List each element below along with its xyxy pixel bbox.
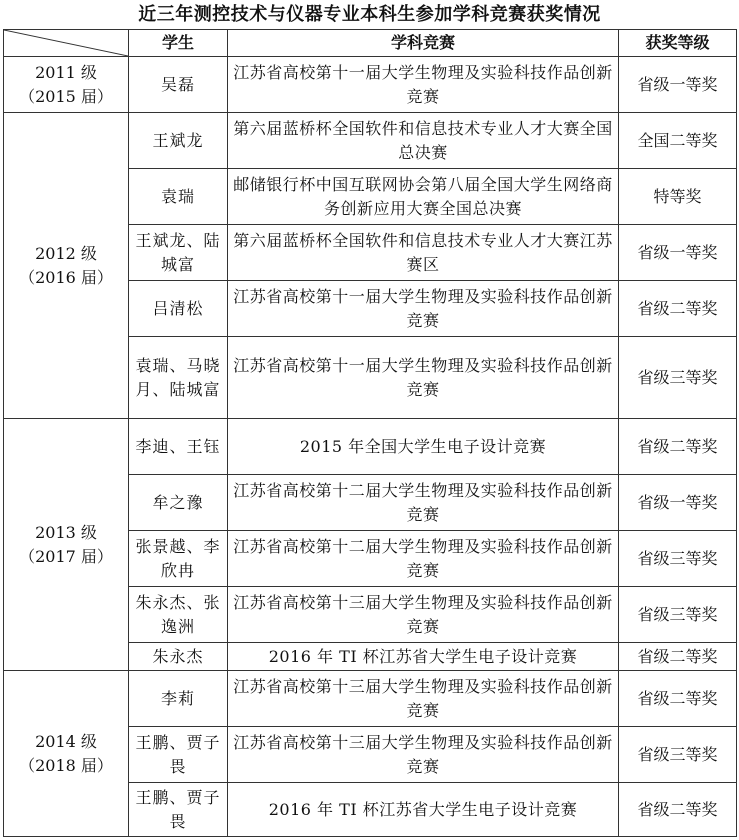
competition-cell: 邮储银行杯中国互联网协会第八届全国大学生网络商务创新应用大赛全国总决赛 — [228, 169, 619, 225]
table-row — [4, 419, 737, 475]
header-row — [4, 30, 737, 57]
competition-cell: 江苏省高校第十三届大学生物理及实验科技作品创新竞赛 — [228, 671, 619, 727]
header-student: 学生 — [129, 30, 228, 57]
award-cell: 省级二等奖 — [619, 671, 737, 727]
grade-label: 2013 级 — [35, 522, 97, 542]
header-competition: 学科竞赛 — [228, 30, 619, 57]
grade-cell — [4, 419, 129, 671]
award-cell: 省级三等奖 — [619, 531, 737, 587]
award-cell: 省级一等奖 — [619, 475, 737, 531]
cohort-label: （2015 届） — [19, 86, 113, 106]
award-cell: 全国二等奖 — [619, 113, 737, 169]
competition-cell: 江苏省高校第十一届大学生物理及实验科技作品创新竞赛 — [228, 57, 619, 113]
student-cell: 王鹏、贾子畏 — [129, 783, 228, 837]
competition-cell: 第六届蓝桥杯全国软件和信息技术专业人才大赛全国总决赛 — [228, 113, 619, 169]
competition-cell: 2016 年 TI 杯江苏省大学生电子设计竞赛 — [228, 783, 619, 837]
student-cell: 朱永杰、张逸洲 — [129, 587, 228, 643]
grade-label: 2014 级 — [35, 731, 97, 751]
student-cell: 吴磊 — [129, 57, 228, 113]
student-cell: 李迪、王钰 — [129, 419, 228, 475]
award-cell: 省级三等奖 — [619, 727, 737, 783]
award-cell: 省级一等奖 — [619, 57, 737, 113]
diagonal-line — [4, 30, 128, 56]
student-cell: 吕清松 — [129, 281, 228, 337]
competition-cell: 江苏省高校第十三届大学生物理及实验科技作品创新竞赛 — [228, 587, 619, 643]
cohort-label: （2016 届） — [19, 267, 113, 287]
grade-label: 2011 级 — [35, 62, 97, 82]
student-cell: 朱永杰 — [129, 643, 228, 671]
competition-cell: 江苏省高校第十三届大学生物理及实验科技作品创新竞赛 — [228, 727, 619, 783]
award-cell: 特等奖 — [619, 169, 737, 225]
grade-label: 2012 级 — [35, 243, 97, 263]
award-cell: 省级二等奖 — [619, 643, 737, 671]
student-cell: 王斌龙、陆城富 — [129, 225, 228, 281]
award-cell: 省级二等奖 — [619, 419, 737, 475]
award-cell: 省级三等奖 — [619, 337, 737, 419]
diagonal-header-cell — [4, 30, 129, 57]
student-cell: 王鹏、贾子畏 — [129, 727, 228, 783]
table-row — [4, 57, 737, 113]
grade-cell — [4, 671, 129, 837]
competition-cell: 江苏省高校第十一届大学生物理及实验科技作品创新竞赛 — [228, 337, 619, 419]
cohort-label: （2018 届） — [19, 755, 113, 775]
awards-table — [3, 29, 737, 837]
table-row — [4, 113, 737, 169]
competition-cell: 第六届蓝桥杯全国软件和信息技术专业人才大赛江苏赛区 — [228, 225, 619, 281]
award-cell: 省级三等奖 — [619, 587, 737, 643]
competition-cell: 2015 年全国大学生电子设计竞赛 — [228, 419, 619, 475]
competition-cell: 江苏省高校第十一届大学生物理及实验科技作品创新竞赛 — [228, 281, 619, 337]
student-cell: 袁瑞 — [129, 169, 228, 225]
cohort-label: （2017 届） — [19, 546, 113, 566]
award-cell: 省级一等奖 — [619, 225, 737, 281]
document-title: 近三年测控技术与仪器专业本科生参加学科竞赛获奖情况 — [138, 4, 601, 25]
competition-cell: 江苏省高校第十二届大学生物理及实验科技作品创新竞赛 — [228, 531, 619, 587]
grade-cell — [4, 113, 129, 419]
student-cell: 王斌龙 — [129, 113, 228, 169]
student-cell: 李莉 — [129, 671, 228, 727]
grade-cell — [4, 57, 129, 113]
student-cell: 张景越、李欣冉 — [129, 531, 228, 587]
award-cell: 省级二等奖 — [619, 281, 737, 337]
table-row — [4, 671, 737, 727]
competition-cell: 2016 年 TI 杯江苏省大学生电子设计竞赛 — [228, 643, 619, 671]
student-cell: 袁瑞、马晓月、陆城富 — [129, 337, 228, 419]
competition-cell: 江苏省高校第十二届大学生物理及实验科技作品创新竞赛 — [228, 475, 619, 531]
student-cell: 牟之豫 — [129, 475, 228, 531]
header-award: 获奖等级 — [619, 30, 737, 57]
award-cell: 省级二等奖 — [619, 783, 737, 837]
